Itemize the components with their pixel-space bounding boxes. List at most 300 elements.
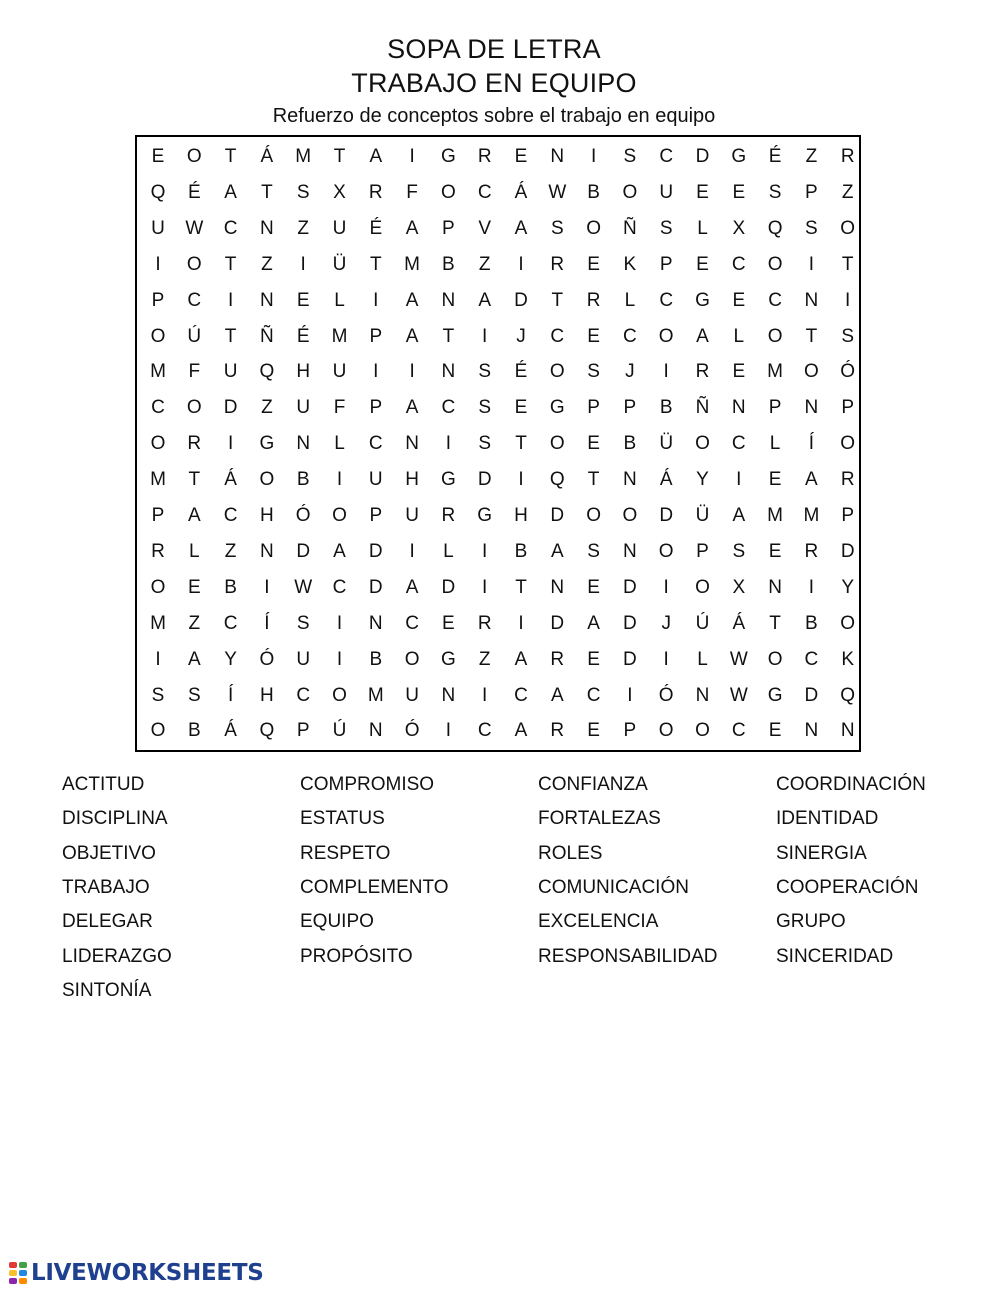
grid-letter[interactable]: W [729, 648, 748, 670]
grid-letter[interactable]: S [659, 217, 673, 239]
grid-letter[interactable]: E [587, 253, 600, 275]
grid-letter[interactable]: C [731, 433, 746, 455]
grid-letter[interactable]: J [661, 612, 671, 634]
grid-letter[interactable]: N [731, 397, 746, 419]
grid-letter[interactable]: P [696, 540, 709, 562]
grid-letter[interactable]: C [332, 576, 347, 598]
grid-letter[interactable]: Ü [659, 433, 674, 455]
grid-letter[interactable]: Y [696, 469, 709, 491]
grid-letter[interactable]: O [658, 720, 674, 742]
grid-letter[interactable]: S [768, 181, 782, 203]
grid-letter[interactable]: É [296, 325, 310, 347]
grid-letter[interactable]: Á [224, 469, 237, 491]
grid-letter[interactable]: O [658, 325, 674, 347]
grid-letter[interactable]: V [478, 217, 492, 239]
grid-letter[interactable]: S [587, 361, 600, 383]
grid-letter[interactable]: I [336, 648, 343, 670]
grid-letter[interactable]: O [186, 146, 202, 167]
grid-letter[interactable]: B [514, 540, 528, 562]
grid-letter[interactable]: R [550, 648, 565, 670]
grid-letter[interactable]: U [332, 217, 347, 239]
grid-letter[interactable]: L [769, 433, 781, 455]
grid-letter[interactable]: C [405, 612, 419, 634]
grid-letter[interactable]: L [443, 540, 454, 562]
grid-letter[interactable]: É [768, 146, 782, 167]
grid-letter[interactable]: I [155, 253, 161, 275]
grid-letter[interactable]: D [659, 505, 674, 526]
grid-letter[interactable]: É [187, 181, 201, 203]
grid-letter[interactable]: Ú [332, 720, 347, 742]
grid-letter[interactable]: C [187, 289, 202, 311]
grid-letter[interactable]: L [334, 289, 345, 311]
grid-letter[interactable]: P [841, 505, 855, 526]
grid-letter[interactable]: N [804, 397, 819, 419]
grid-letter[interactable]: R [550, 253, 565, 275]
grid-letter[interactable]: B [224, 576, 237, 598]
grid-letter[interactable]: I [627, 684, 633, 706]
grid-letter[interactable]: J [625, 361, 635, 383]
grid-letter[interactable]: T [515, 433, 527, 455]
grid-letter[interactable]: H [260, 684, 274, 706]
grid-letter[interactable]: I [663, 576, 669, 598]
grid-letter[interactable]: R [550, 720, 565, 742]
grid-letter[interactable]: I [808, 253, 815, 275]
grid-letter[interactable]: N [804, 289, 819, 311]
grid-letter[interactable]: A [224, 181, 237, 203]
grid-letter[interactable]: C [659, 146, 674, 167]
grid-letter[interactable]: R [695, 361, 710, 383]
grid-letter[interactable]: B [442, 253, 455, 275]
grid-letter[interactable]: M [767, 505, 783, 526]
grid-letter[interactable]: I [264, 576, 270, 598]
grid-letter[interactable]: T [261, 181, 273, 203]
grid-letter[interactable]: N [441, 289, 456, 311]
grid-letter[interactable]: I [373, 289, 379, 311]
grid-letter[interactable]: J [516, 325, 526, 347]
grid-letter[interactable]: K [623, 253, 637, 275]
grid-letter[interactable]: E [696, 181, 709, 203]
grid-letter[interactable]: C [477, 181, 492, 203]
grid-letter[interactable]: E [442, 612, 455, 634]
grid-letter[interactable]: P [623, 720, 637, 742]
grid-letter[interactable]: M [767, 361, 783, 383]
grid-letter[interactable]: L [334, 433, 345, 455]
grid-letter[interactable]: S [187, 684, 201, 706]
grid-letter[interactable]: O [840, 217, 856, 239]
grid-letter[interactable]: H [405, 469, 419, 491]
grid-letter[interactable]: P [296, 720, 310, 742]
grid-letter[interactable]: N [368, 720, 383, 742]
grid-letter[interactable]: E [768, 469, 782, 491]
grid-letter[interactable]: I [155, 648, 161, 670]
grid-letter[interactable]: G [695, 289, 710, 311]
grid-letter[interactable]: R [368, 181, 383, 203]
grid-letter[interactable]: S [296, 612, 310, 634]
grid-letter[interactable]: R [840, 146, 855, 167]
grid-letter[interactable]: S [151, 684, 165, 706]
grid-letter[interactable]: H [514, 505, 528, 526]
grid-letter[interactable]: A [405, 576, 419, 598]
grid-letter[interactable]: O [150, 576, 166, 598]
grid-letter[interactable]: E [732, 289, 746, 311]
grid-letter[interactable]: C [514, 684, 528, 706]
grid-letter[interactable]: Ó [840, 361, 856, 383]
grid-letter[interactable]: Z [841, 181, 854, 203]
grid-letter[interactable]: U [296, 648, 311, 670]
grid-letter[interactable]: K [841, 648, 855, 670]
grid-letter[interactable]: I [736, 469, 742, 491]
grid-letter[interactable]: S [478, 397, 492, 419]
grid-letter[interactable]: O [186, 397, 202, 419]
grid-letter[interactable]: T [841, 253, 854, 275]
grid-letter[interactable]: N [804, 720, 819, 742]
grid-letter[interactable]: Ó [259, 648, 275, 670]
grid-letter[interactable]: D [514, 289, 528, 311]
grid-letter[interactable]: I [300, 253, 306, 275]
grid-letter[interactable]: A [478, 289, 492, 311]
grid-letter[interactable]: P [442, 217, 455, 239]
grid-letter[interactable]: N [623, 469, 637, 491]
grid-letter[interactable]: Z [224, 540, 237, 562]
grid-letter[interactable]: Q [840, 684, 856, 706]
grid-letter[interactable]: O [622, 505, 638, 526]
grid-letter[interactable]: D [477, 469, 492, 491]
grid-letter[interactable]: O [695, 576, 710, 598]
grid-letter[interactable]: E [587, 325, 600, 347]
grid-letter[interactable]: A [696, 325, 709, 347]
grid-letter[interactable]: X [732, 217, 746, 239]
grid-letter[interactable]: R [477, 612, 492, 634]
grid-letter[interactable]: D [296, 540, 311, 562]
grid-letter[interactable]: F [188, 361, 201, 383]
grid-letter[interactable]: É [514, 361, 528, 383]
grid-letter[interactable]: C [804, 648, 819, 670]
grid-letter[interactable]: T [551, 289, 564, 311]
grid-letter[interactable]: I [518, 612, 524, 634]
grid-letter[interactable]: M [150, 361, 166, 383]
grid-letter[interactable]: C [296, 684, 311, 706]
grid-letter[interactable]: Z [261, 397, 273, 419]
grid-letter[interactable]: A [732, 505, 746, 526]
grid-letter[interactable]: C [477, 720, 492, 742]
grid-letter[interactable]: C [623, 325, 637, 347]
grid-letter[interactable]: L [189, 540, 200, 562]
grid-letter[interactable]: Q [150, 181, 166, 203]
grid-letter[interactable]: X [732, 576, 746, 598]
grid-letter[interactable]: Ü [332, 253, 347, 275]
grid-letter[interactable]: D [804, 684, 819, 706]
grid-letter[interactable]: T [805, 325, 818, 347]
grid-letter[interactable]: I [808, 576, 815, 598]
grid-letter[interactable]: C [586, 684, 601, 706]
grid-letter[interactable]: C [768, 289, 782, 311]
grid-letter[interactable]: A [550, 684, 564, 706]
grid-letter[interactable]: I [336, 612, 343, 634]
grid-letter[interactable]: C [550, 325, 565, 347]
grid-letter[interactable]: E [696, 253, 709, 275]
grid-letter[interactable]: P [659, 253, 673, 275]
grid-letter[interactable]: Z [805, 146, 818, 167]
grid-letter[interactable]: P [841, 397, 855, 419]
grid-letter[interactable]: Z [478, 253, 491, 275]
grid-letter[interactable]: Ó [658, 684, 674, 706]
grid-letter[interactable]: R [840, 469, 855, 491]
grid-letter[interactable]: S [587, 540, 600, 562]
grid-letter[interactable]: N [695, 684, 710, 706]
grid-letter[interactable]: O [804, 361, 819, 383]
grid-letter[interactable]: Ó [404, 720, 420, 742]
grid-letter[interactable]: O [332, 505, 347, 526]
grid-letter[interactable]: C [223, 612, 238, 634]
grid-letter[interactable]: M [150, 469, 166, 491]
grid-letter[interactable]: A [405, 325, 419, 347]
grid-letter[interactable]: N [623, 540, 637, 562]
grid-letter[interactable]: T [587, 469, 600, 491]
grid-letter[interactable]: O [549, 361, 565, 383]
grid-letter[interactable]: G [549, 397, 565, 419]
grid-letter[interactable]: E [514, 397, 528, 419]
footer-logo[interactable] [8, 1258, 263, 1288]
grid-letter[interactable]: Ñ [260, 325, 274, 347]
grid-letter[interactable]: C [223, 505, 238, 526]
grid-letter[interactable]: Á [260, 146, 274, 167]
grid-letter[interactable]: W [548, 181, 567, 203]
grid-letter[interactable]: D [550, 505, 565, 526]
grid-letter[interactable]: R [804, 540, 819, 562]
grid-letter[interactable]: S [550, 217, 564, 239]
grid-letter[interactable]: I [845, 289, 851, 311]
grid-letter[interactable]: A [369, 146, 383, 167]
grid-letter[interactable]: P [623, 397, 637, 419]
grid-letter[interactable]: Z [188, 612, 201, 634]
grid-letter[interactable]: P [369, 397, 383, 419]
grid-letter[interactable]: N [441, 684, 456, 706]
grid-letter[interactable]: I [409, 540, 415, 562]
grid-letter[interactable]: L [733, 325, 745, 347]
grid-letter[interactable]: O [404, 648, 420, 670]
grid-letter[interactable]: Í [808, 433, 815, 455]
grid-letter[interactable]: S [296, 181, 310, 203]
grid-letter[interactable]: I [409, 361, 415, 383]
grid-letter[interactable]: T [188, 469, 201, 491]
grid-letter[interactable]: D [550, 612, 565, 634]
grid-letter[interactable]: D [623, 612, 637, 634]
grid-letter[interactable]: Ü [695, 505, 710, 526]
grid-letter[interactable]: A [187, 648, 201, 670]
grid-letter[interactable]: M [803, 505, 820, 526]
grid-letter[interactable]: Q [259, 720, 275, 742]
grid-letter[interactable]: Á [224, 720, 237, 742]
grid-letter[interactable]: C [441, 397, 456, 419]
grid-letter[interactable]: Ú [695, 612, 710, 634]
grid-letter[interactable]: I [482, 684, 488, 706]
grid-letter[interactable]: O [586, 217, 601, 239]
grid-letter[interactable]: M [150, 612, 166, 634]
grid-letter[interactable]: P [768, 397, 782, 419]
grid-letter[interactable]: Ú [187, 325, 202, 347]
grid-letter[interactable]: A [187, 505, 201, 526]
grid-letter[interactable]: U [405, 505, 419, 526]
grid-letter[interactable]: A [805, 469, 818, 491]
grid-letter[interactable]: N [260, 289, 274, 311]
grid-letter[interactable]: T [442, 325, 455, 347]
grid-letter[interactable]: C [368, 433, 383, 455]
grid-letter[interactable]: N [405, 433, 419, 455]
grid-letter[interactable]: I [227, 433, 234, 455]
grid-letter[interactable]: I [336, 469, 343, 491]
grid-letter[interactable]: O [767, 648, 783, 670]
grid-letter[interactable]: O [549, 433, 565, 455]
grid-letter[interactable]: E [296, 289, 310, 311]
grid-letter[interactable]: D [368, 576, 383, 598]
grid-letter[interactable]: M [367, 684, 384, 706]
grid-letter[interactable]: A [514, 720, 528, 742]
grid-letter[interactable]: O [622, 181, 638, 203]
grid-letter[interactable]: F [333, 397, 346, 419]
grid-letter[interactable]: A [333, 540, 346, 562]
grid-letter[interactable]: C [151, 397, 165, 419]
grid-letter[interactable]: O [695, 720, 710, 742]
grid-letter[interactable]: D [368, 540, 383, 562]
grid-letter[interactable]: O [695, 433, 710, 455]
grid-letter[interactable]: C [659, 289, 674, 311]
grid-letter[interactable]: P [369, 505, 383, 526]
grid-letter[interactable]: P [587, 397, 600, 419]
grid-letter[interactable]: É [369, 217, 383, 239]
grid-letter[interactable]: E [514, 146, 528, 167]
grid-letter[interactable]: B [296, 469, 310, 491]
grid-letter[interactable]: O [767, 253, 783, 275]
grid-letter[interactable]: O [186, 253, 202, 275]
grid-letter[interactable]: E [587, 433, 600, 455]
grid-letter[interactable]: G [731, 146, 747, 167]
grid-letter[interactable]: T [224, 325, 237, 347]
grid-letter[interactable]: Q [549, 469, 565, 491]
grid-letter[interactable]: U [332, 361, 347, 383]
grid-letter[interactable]: P [151, 505, 165, 526]
grid-letter[interactable]: O [658, 540, 674, 562]
grid-letter[interactable]: N [296, 433, 311, 455]
grid-letter[interactable]: O [150, 433, 166, 455]
grid-letter[interactable]: I [518, 253, 524, 275]
grid-letter[interactable]: G [477, 505, 493, 526]
grid-letter[interactable]: N [368, 612, 383, 634]
grid-letter[interactable]: P [151, 289, 165, 311]
grid-letter[interactable]: G [441, 648, 456, 670]
grid-letter[interactable]: D [840, 540, 855, 562]
grid-letter[interactable]: I [518, 469, 524, 491]
grid-letter[interactable]: E [768, 540, 782, 562]
grid-letter[interactable]: E [187, 576, 201, 598]
grid-letter[interactable]: I [663, 648, 669, 670]
grid-letter[interactable]: I [590, 146, 597, 167]
grid-letter[interactable]: E [732, 181, 746, 203]
grid-letter[interactable]: N [550, 146, 565, 167]
grid-letter[interactable]: B [369, 648, 383, 670]
grid-letter[interactable]: G [441, 146, 456, 167]
grid-letter[interactable]: I [409, 146, 415, 167]
grid-letter[interactable]: S [478, 433, 492, 455]
grid-letter[interactable]: B [659, 397, 673, 419]
grid-letter[interactable]: N [768, 576, 782, 598]
grid-letter[interactable]: R [151, 540, 165, 562]
grid-letter[interactable]: L [697, 648, 708, 670]
grid-letter[interactable]: I [445, 433, 452, 455]
grid-letter[interactable]: O [259, 469, 275, 491]
grid-letter[interactable]: E [151, 146, 165, 167]
grid-letter[interactable]: U [405, 684, 419, 706]
grid-letter[interactable]: E [587, 576, 600, 598]
grid-letter[interactable]: N [441, 361, 456, 383]
grid-letter[interactable]: U [223, 361, 238, 383]
grid-letter[interactable]: Y [224, 648, 237, 670]
grid-letter[interactable]: T [224, 146, 237, 167]
grid-letter[interactable]: I [482, 540, 488, 562]
grid-letter[interactable]: A [514, 648, 528, 670]
grid-letter[interactable]: E [587, 720, 600, 742]
grid-letter[interactable]: L [624, 289, 636, 311]
grid-letter[interactable]: I [663, 361, 669, 383]
grid-letter[interactable]: Ñ [695, 397, 710, 419]
grid-letter[interactable]: N [260, 540, 274, 562]
grid-letter[interactable]: R [187, 433, 202, 455]
grid-letter[interactable]: D [623, 576, 637, 598]
grid-letter[interactable]: T [515, 576, 527, 598]
grid-letter[interactable]: I [445, 720, 452, 742]
grid-letter[interactable]: D [223, 397, 238, 419]
grid-letter[interactable]: Ñ [623, 217, 637, 239]
grid-letter[interactable]: T [769, 612, 781, 634]
grid-letter[interactable]: A [550, 540, 564, 562]
grid-letter[interactable]: O [150, 325, 166, 347]
grid-letter[interactable]: A [514, 217, 528, 239]
grid-letter[interactable]: C [731, 253, 746, 275]
grid-letter[interactable]: A [587, 612, 600, 634]
grid-letter[interactable]: G [259, 433, 275, 455]
grid-letter[interactable]: B [587, 181, 600, 203]
grid-letter[interactable]: Á [514, 181, 528, 203]
grid-letter[interactable]: U [151, 217, 165, 239]
grid-letter[interactable]: Q [767, 217, 783, 239]
grid-letter[interactable]: Í [227, 684, 234, 706]
grid-letter[interactable]: O [767, 325, 783, 347]
grid-letter[interactable]: N [840, 720, 855, 742]
grid-letter[interactable]: F [406, 181, 418, 203]
grid-letter[interactable]: Ó [295, 505, 311, 526]
grid-letter[interactable]: E [768, 720, 782, 742]
grid-letter[interactable]: B [187, 720, 201, 742]
grid-letter[interactable]: L [697, 217, 708, 239]
grid-letter[interactable]: U [368, 469, 383, 491]
grid-letter[interactable]: E [732, 361, 746, 383]
grid-letter[interactable]: R [441, 505, 456, 526]
grid-letter[interactable]: M [295, 146, 312, 167]
grid-letter[interactable]: S [841, 325, 855, 347]
grid-letter[interactable]: E [587, 648, 600, 670]
grid-letter[interactable]: I [373, 361, 379, 383]
grid-letter[interactable]: O [332, 684, 347, 706]
grid-letter[interactable]: O [586, 505, 601, 526]
grid-letter[interactable]: S [732, 540, 746, 562]
grid-letter[interactable]: P [805, 181, 818, 203]
grid-letter[interactable]: N [550, 576, 565, 598]
grid-letter[interactable]: H [260, 505, 274, 526]
grid-letter[interactable]: U [296, 397, 311, 419]
grid-letter[interactable]: O [840, 612, 856, 634]
grid-letter[interactable]: X [333, 181, 346, 203]
grid-letter[interactable]: C [731, 720, 746, 742]
grid-letter[interactable]: C [223, 217, 238, 239]
